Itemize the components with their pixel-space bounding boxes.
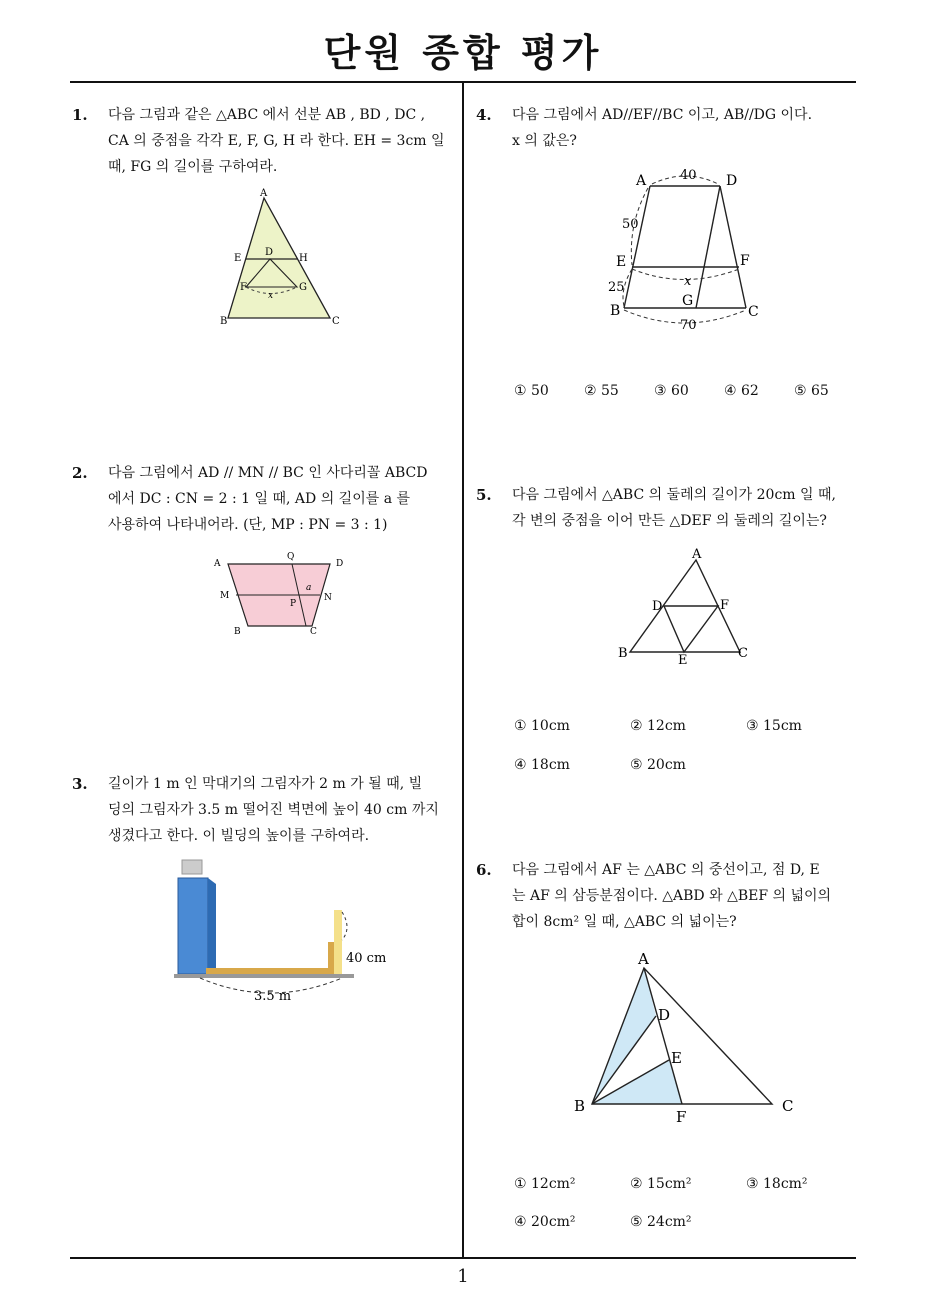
question-number: 5. xyxy=(476,486,492,504)
label-D: D xyxy=(658,1006,671,1024)
choice-5[interactable]: ⑤ 20cm xyxy=(630,757,686,773)
figure-building-shadow xyxy=(170,858,400,1008)
label-x: x xyxy=(684,274,692,289)
column-divider xyxy=(462,82,464,1258)
question-text: 다음 그림에서 AD // MN // BC 인 사다리꼴 ABCD 에서 DC : CN = 2 : 1 일 때, AD 의 길이를 a 를 사용하여 나타내어라. (단, MP : PN = 3 : 1) xyxy=(108,465,428,533)
label-x: x xyxy=(268,291,274,301)
label-D: D xyxy=(652,599,663,614)
label-A: A xyxy=(214,559,221,569)
question-number: 4. xyxy=(476,106,492,124)
page-title: 단원 종합 평가 xyxy=(323,31,603,75)
label-C: C xyxy=(782,1097,794,1115)
label-50: 50 xyxy=(622,217,639,232)
label-F: F xyxy=(740,253,750,269)
figure-median-triangle xyxy=(568,946,808,1128)
choice-5[interactable]: ⑤ 24cm² xyxy=(630,1214,692,1230)
label-D: D xyxy=(726,173,738,189)
question-4 xyxy=(476,102,861,154)
question-2 xyxy=(72,460,457,538)
label-B: B xyxy=(618,646,628,661)
label-A: A xyxy=(692,547,702,562)
choice-3[interactable]: ③ 18cm² xyxy=(746,1176,808,1192)
page-number: 1 xyxy=(457,1266,469,1287)
label-C: C xyxy=(738,646,748,661)
figure-triangle-midpoints xyxy=(210,186,350,328)
choice-4[interactable]: ④ 62 xyxy=(724,383,759,399)
question-5 xyxy=(476,482,861,534)
label-C: C xyxy=(748,304,759,320)
label-G: G xyxy=(299,282,307,293)
label-C: C xyxy=(332,316,340,327)
bottom-rule xyxy=(70,1257,856,1259)
label-D: D xyxy=(265,247,274,258)
question-text: 다음 그림에서 △ABC 의 둘레의 길이가 20cm 일 때, 각 변의 중점을 이어 만든 △DEF 의 둘레의 길이는? xyxy=(512,487,836,529)
question-3 xyxy=(72,771,457,849)
label-A: A xyxy=(260,188,268,199)
question-6 xyxy=(476,857,861,935)
label-distance: 3.5 m xyxy=(254,989,292,1004)
question-number: 1. xyxy=(72,106,88,124)
label-A: A xyxy=(636,173,647,189)
label-M: M xyxy=(220,591,230,601)
question-1 xyxy=(72,102,457,180)
label-P: P xyxy=(290,599,297,609)
choice-3[interactable]: ③ 60 xyxy=(654,383,689,399)
choice-5[interactable]: ⑤ 65 xyxy=(794,383,829,399)
label-B: B xyxy=(610,303,621,319)
label-70: 70 xyxy=(680,318,697,333)
label-E: E xyxy=(671,1049,682,1067)
label-F: F xyxy=(720,598,730,613)
label-B: B xyxy=(220,316,228,327)
label-E: E xyxy=(234,253,242,264)
choice-2[interactable]: ② 15cm² xyxy=(630,1176,692,1192)
label-H: H xyxy=(299,253,308,264)
label-25: 25 xyxy=(608,280,625,295)
choice-2[interactable]: ② 12cm xyxy=(630,718,686,734)
label-Q: Q xyxy=(287,552,295,562)
choice-1[interactable]: ① 50 xyxy=(514,383,549,399)
choice-1[interactable]: ① 12cm² xyxy=(514,1176,576,1192)
label-B: B xyxy=(234,627,241,637)
choice-3[interactable]: ③ 15cm xyxy=(746,718,802,734)
label-N: N xyxy=(324,593,332,603)
question-number: 6. xyxy=(476,861,492,879)
figure-midpoint-triangle xyxy=(614,544,754,668)
label-a: a xyxy=(306,583,312,593)
figure-trapezoid-parallel xyxy=(604,164,774,336)
question-number: 3. xyxy=(72,775,88,793)
label-B: B xyxy=(574,1097,586,1115)
choice-4[interactable]: ④ 18cm xyxy=(514,757,570,773)
label-A: A xyxy=(638,950,649,968)
choice-4[interactable]: ④ 20cm² xyxy=(514,1214,576,1230)
label-E: E xyxy=(678,653,688,668)
question-text: 다음 그림에서 AF 는 △ABC 의 중선이고, 점 D, E 는 AF 의 삼등분점이다. △ABD 와 △BEF 의 넓이의 합이 8cm² 일 때, △ABC 의 넓이는? xyxy=(512,862,832,930)
choice-1[interactable]: ① 10cm xyxy=(514,718,570,734)
label-F: F xyxy=(676,1108,687,1126)
label-40: 40 xyxy=(680,168,697,183)
question-text: 다음 그림에서 AD//EF//BC 이고, AB//DG 이다. x 의 값은? xyxy=(512,107,813,149)
label-C: C xyxy=(310,627,317,637)
question-text: 길이가 1 m 인 막대기의 그림자가 2 m 가 될 때, 빌 딩의 그림자가 3.5 m 떨어진 벽면에 높이 40 cm 까지 생겼다고 한다. 이 빌딩의 높이를 구하여라. xyxy=(108,776,439,844)
label-E: E xyxy=(616,254,627,270)
question-text: 다음 그림과 같은 △ABC 에서 선분 AB , BD , DC , CA 의 중점을 각각 E, F, G, H 라 한다. EH = 3cm 일 때, FG 의 길이를 구하여라. xyxy=(108,107,445,175)
label-F: F xyxy=(240,282,247,293)
label-height: 40 cm xyxy=(346,951,387,966)
choice-2[interactable]: ② 55 xyxy=(584,383,619,399)
label-D: D xyxy=(336,559,344,569)
figure-trapezoid xyxy=(208,548,358,640)
label-G: G xyxy=(682,293,694,309)
question-number: 2. xyxy=(72,464,88,482)
